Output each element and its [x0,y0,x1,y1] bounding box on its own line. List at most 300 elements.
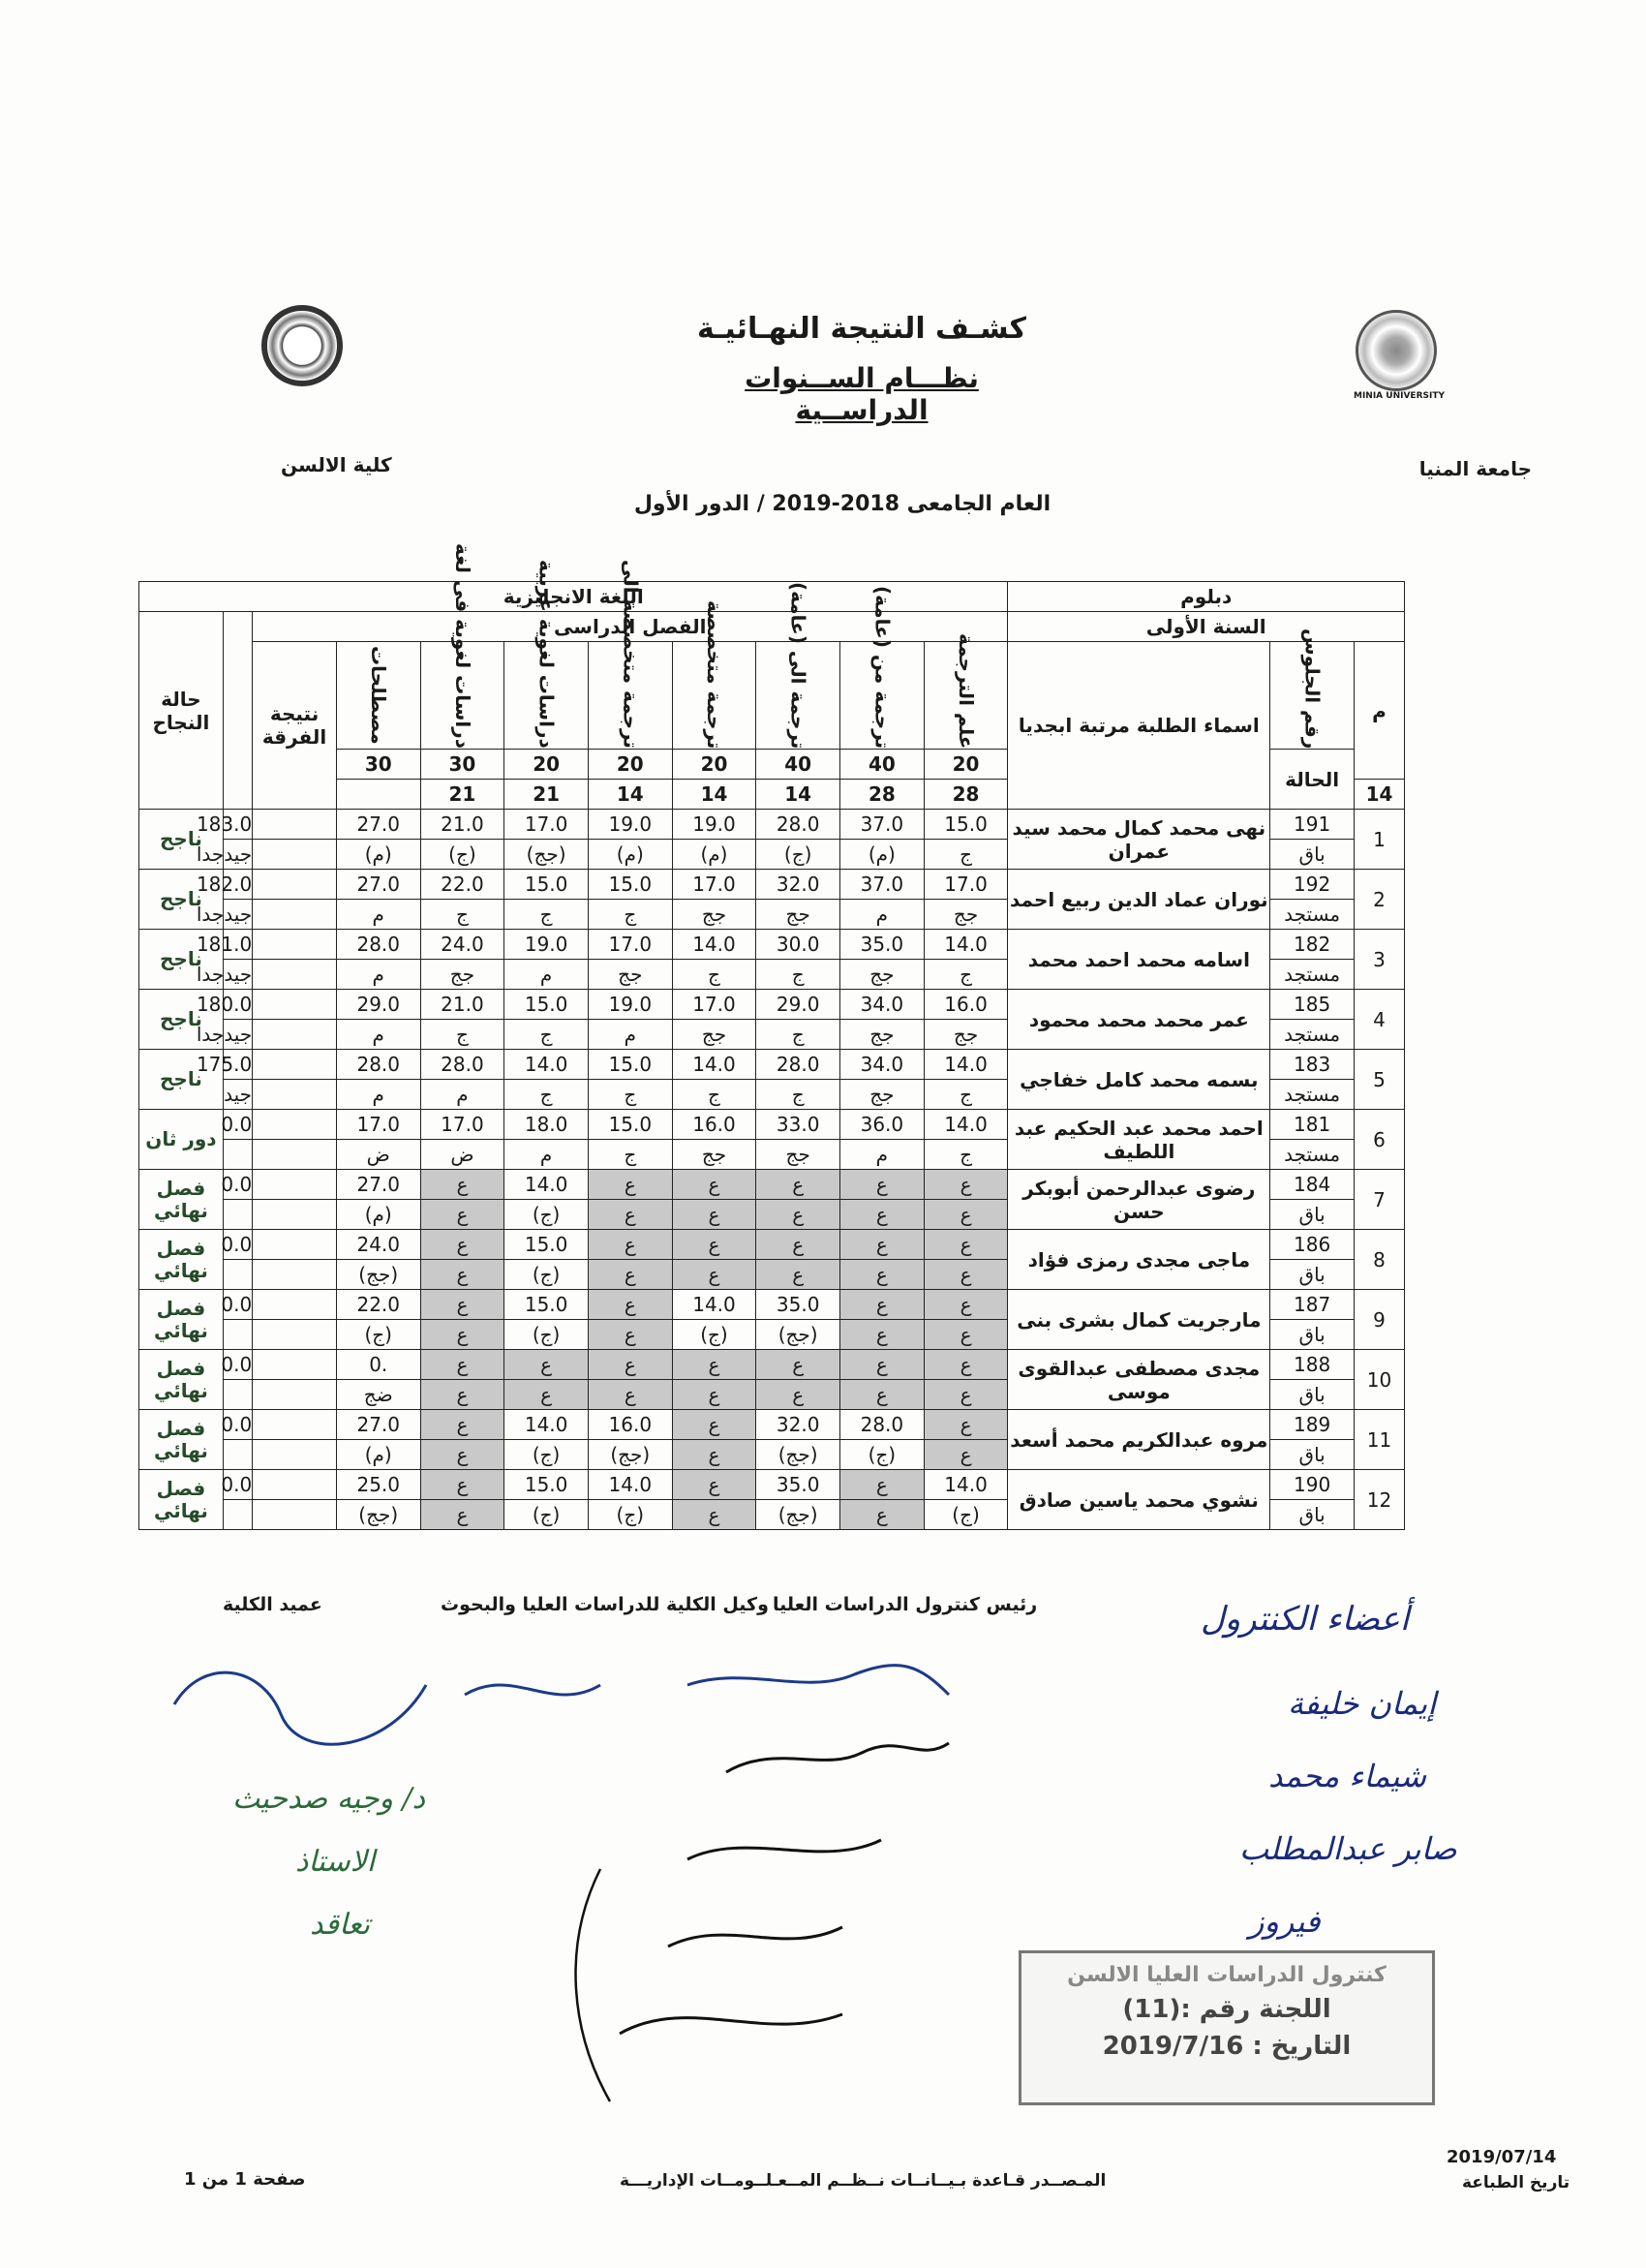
grade-cell: ع [924,1440,1008,1470]
print-date: 2019/07/14 [1447,2147,1557,2167]
score-cell: 14.0 [924,1110,1008,1140]
score-cell: 15.0 [504,1290,589,1320]
col-state-header: الحالة [1270,750,1355,810]
overall-grade: جيدجدا [223,960,252,990]
subject-min: 28 [840,780,925,810]
score-cell: 17.0 [336,1110,420,1140]
student-state: باق [1270,840,1355,870]
grade-cell: ع [672,1380,756,1410]
grade-cell: ج [924,1140,1008,1170]
blank-cell [253,1170,337,1200]
grade-cell: جج [420,960,504,990]
blank-cell [253,1110,337,1140]
grade-cell: م [840,1140,925,1170]
score-cell: ع [672,1170,756,1200]
grade-cell: جج [924,1020,1008,1050]
handwritten-signatures [145,1627,1075,2111]
grade-cell: ج [924,960,1008,990]
overall-grade: جيدجدا [223,900,252,930]
score-cell: 25.0 [336,1470,420,1500]
score-cell: ع [840,1230,925,1260]
grade-cell: ج [672,1080,756,1110]
grade-cell: (جج) [756,1440,840,1470]
score-cell: ع [420,1470,504,1500]
overall-grade: جيدجدا [223,840,252,870]
grade-cell: جج [924,900,1008,930]
table-row [139,1350,1405,1380]
blank-cell [253,1230,337,1260]
pass-status: ناجح [139,1050,224,1110]
grade-cell: ع [840,1380,925,1410]
total-score: 180.0 [223,990,252,1020]
score-cell: ع [672,1350,756,1380]
total-score: 181.0 [223,930,252,960]
score-cell: 17.0 [504,810,589,840]
score-cell: ع [840,1470,925,1500]
overall-grade: جيد [223,1080,252,1110]
control-head-label: رئيس كنترول الدراسات العليا [773,1594,1038,1615]
grade-cell: (م) [588,840,672,870]
student-name: عمر محمد محمد محمود [1008,990,1270,1050]
results-table [138,542,1405,1530]
student-state: مستجد [1270,1140,1355,1170]
score-cell: 14.0 [924,930,1008,960]
grade-cell: جج [672,1140,756,1170]
overall-grade [223,1260,252,1290]
grade-cell: (ج) [336,1320,420,1350]
subject-header: ترجمة من (عامة) [840,642,925,750]
pass-status: ناجح [139,990,224,1050]
table-row [139,870,1405,900]
total-score: 0.0 [223,1350,252,1380]
score-cell: 21.0 [420,990,504,1020]
score-cell: .0 [336,1350,420,1380]
student-state: مستجد [1270,900,1355,930]
grade-cell: ض [420,1140,504,1170]
grade-cell: (م) [672,840,756,870]
score-cell: ع [840,1290,925,1320]
grade-cell: ع [840,1200,925,1230]
table-row [139,930,1405,960]
blank-cell [253,810,337,840]
score-cell: 15.0 [504,1230,589,1260]
score-cell: ع [924,1410,1008,1440]
program-cell: دبلوم [1008,582,1405,612]
blank-cell [253,840,337,870]
score-cell: 18.0 [504,1110,589,1140]
grade-cell: ع [756,1200,840,1230]
grade-cell: ع [756,1260,840,1290]
score-cell: 29.0 [336,990,420,1020]
pass-status: ناجح [139,870,224,930]
score-cell: 14.0 [672,1290,756,1320]
blank-cell [253,930,337,960]
score-cell: 24.0 [420,930,504,960]
subject-min: 21 [420,780,504,810]
member-name-3: صابر عبدالمطلب [1239,1830,1457,1867]
faculty-name: كلية الالسن [281,453,392,476]
grade-cell: جج [672,1020,756,1050]
score-cell: ع [420,1350,504,1380]
score-cell: 24.0 [336,1230,420,1260]
total-score: 183.0 [223,810,252,840]
grade-cell: (ج) [504,1260,589,1290]
score-cell: 28.0 [336,1050,420,1080]
row-number: 10 [1354,1350,1404,1410]
grade-cell: م [336,960,420,990]
score-cell: ع [420,1290,504,1320]
seat-number: 187 [1270,1290,1355,1320]
score-cell: 27.0 [336,810,420,840]
blank-cell [253,1290,337,1320]
score-cell: 35.0 [756,1290,840,1320]
vice-dean-label: وكيل الكلية للدراسات العليا والبحوث [441,1594,769,1615]
pass-status: فصل نهائي [139,1290,224,1350]
score-cell: 17.0 [672,990,756,1020]
grade-cell: ج [756,1080,840,1110]
grade-cell: م [336,1080,420,1110]
grade-cell: م [588,1020,672,1050]
grade-cell: ج [924,1080,1008,1110]
grade-cell: ع [924,1200,1008,1230]
subject-min: 21 [504,780,589,810]
seat-number: 186 [1270,1230,1355,1260]
grade-cell: جج [840,1020,925,1050]
grade-cell: ع [420,1500,504,1530]
score-cell: 16.0 [588,1410,672,1440]
score-cell: 14.0 [588,1470,672,1500]
grade-cell: (ج) [504,1440,589,1470]
score-cell: ع [924,1290,1008,1320]
overall-grade [223,1200,252,1230]
subject-min: 14 [756,780,840,810]
score-cell: ع [756,1350,840,1380]
score-cell: ع [756,1170,840,1200]
table-row [139,1230,1405,1260]
score-cell: ع [924,1230,1008,1260]
page-title: كشـف النتيجة النهـائيـة [696,312,1027,346]
seat-number: 184 [1270,1170,1355,1200]
semester-cell: الفصل الدراسى [253,612,1008,642]
score-cell: 35.0 [840,930,925,960]
row-number: 12 [1354,1470,1404,1530]
total-score: 0.0 [223,1170,252,1200]
grade-cell: م [504,960,589,990]
blank-cell [253,990,337,1020]
grade-cell: ع [420,1440,504,1470]
blank-cell [253,1080,337,1110]
score-cell: ع [672,1410,756,1440]
grade-cell: ع [924,1320,1008,1350]
grade-cell: م [420,1080,504,1110]
score-cell: 27.0 [336,870,420,900]
subject-max: 20 [924,750,1008,780]
score-cell: 29.0 [756,990,840,1020]
subject-max: 30 [420,750,504,780]
score-cell: 36.0 [840,1110,925,1140]
table-row [139,1110,1405,1140]
university-logo [1356,310,1437,391]
language-cell: اللغة الانجليزية [139,582,1008,612]
total-score: 0.0 [223,1410,252,1440]
seat-number: 182 [1270,930,1355,960]
score-cell: 14.0 [504,1410,589,1440]
overall-grade [223,1500,252,1530]
grade-cell: (جج) [756,1500,840,1530]
subject-header: ترجمة متخصصة الى [588,642,672,750]
blank-cell [253,1440,337,1470]
blank-cell [253,1320,337,1350]
grade-cell: م [336,900,420,930]
pass-status: فصل نهائي [139,1230,224,1290]
page-subtitle: نظـــام الســنوات الدراســية [745,362,979,426]
grade-cell: (ج) [504,1320,589,1350]
member-name-2: شيماء محمد [1268,1758,1427,1794]
student-state: باق [1270,1440,1355,1470]
subject-max: 30 [336,750,420,780]
grade-cell: (م) [336,1440,420,1470]
total-score: 0.0 [223,1290,252,1320]
score-cell: 17.0 [420,1110,504,1140]
grade-cell: (ج) [840,1440,925,1470]
grade-cell: م [504,1140,589,1170]
blank-cell [253,870,337,900]
grade-cell: ع [672,1200,756,1230]
score-cell: 22.0 [420,870,504,900]
grade-cell: ع [672,1500,756,1530]
year-cell: السنة الأولى [1008,612,1405,642]
score-cell: 28.0 [756,810,840,840]
pass-status: فصل نهائي [139,1410,224,1470]
blank-cell [253,900,337,930]
pass-status: ناجح [139,810,224,870]
control-members-label: أعضاء الكنترول [1201,1600,1410,1639]
data-source: المـصــدر قـاعدة بـيــانــات نــظــم المــعـلــومــات الإداريـــة [620,2171,1107,2191]
score-cell: ع [840,1350,925,1380]
subject-header: مصطلحات [336,642,420,750]
grade-cell: ع [924,1260,1008,1290]
row-number: 11 [1354,1410,1404,1470]
score-cell: 27.0 [336,1410,420,1440]
score-cell: 33.0 [756,1110,840,1140]
score-cell: ع [588,1290,672,1320]
grade-cell: ع [672,1260,756,1290]
seat-number: 189 [1270,1410,1355,1440]
row-number: 3 [1354,930,1404,990]
subject-max: 20 [672,750,756,780]
grade-cell: ج [588,900,672,930]
left-note-3: تعاقد [310,1908,371,1942]
grade-cell: (م) [840,840,925,870]
grade-cell: م [840,900,925,930]
grade-cell: ع [840,1260,925,1290]
grade-cell: (ج) [420,840,504,870]
student-name: ماجى مجدى رمزى فؤاد [1008,1230,1270,1290]
grade-cell: (جج) [504,840,589,870]
grade-cell: (جج) [336,1500,420,1530]
score-cell: 15.0 [504,870,589,900]
member-name-1: إيمان خليفة [1288,1685,1437,1722]
score-cell: ع [588,1170,672,1200]
grade-cell: ضج [336,1380,420,1410]
seat-number: 183 [1270,1050,1355,1080]
subject-header: علم الترجمة [924,642,1008,750]
blank-col [223,612,252,810]
score-cell: 32.0 [756,870,840,900]
blank-cell [253,1050,337,1080]
overall-grade [223,1320,252,1350]
grade-cell: (م) [336,1200,420,1230]
overall-grade: جيدجدا [223,1020,252,1050]
grade-cell: (ج) [672,1320,756,1350]
total-header: نتيجة الفرقة [253,642,337,810]
table-row [139,990,1405,1020]
subject-header: ترجمة الى (عامة) [756,642,840,750]
grade-cell: جج [756,900,840,930]
score-cell: 14.0 [504,1050,589,1080]
score-cell: 14.0 [504,1170,589,1200]
score-cell: 34.0 [840,1050,925,1080]
grade-cell: (ج) [588,1500,672,1530]
member-name-4: فيروز [1249,1903,1321,1940]
score-cell: 15.0 [588,1110,672,1140]
score-cell: ع [420,1170,504,1200]
table-row [139,1290,1405,1320]
score-cell: ع [924,1170,1008,1200]
grade-cell: ج [420,900,504,930]
grade-cell: ع [420,1260,504,1290]
seat-number: 185 [1270,990,1355,1020]
official-stamp [1019,1950,1435,2105]
grade-cell: ج [924,840,1008,870]
score-cell: 28.0 [756,1050,840,1080]
pass-status: فصل نهائي [139,1170,224,1230]
grade-cell: ع [924,1380,1008,1410]
grade-cell: ع [672,1440,756,1470]
subject-header: دراسات لغوية فى لغة [420,642,504,750]
seat-number: 190 [1270,1470,1355,1500]
blank-cell [253,1020,337,1050]
subject-max: 40 [840,750,925,780]
university-logo-caption: MINIA UNIVERSITY [1353,391,1445,401]
blank-cell [253,960,337,990]
subject-header: دراسات لغوية عربية [504,642,589,750]
grade-cell: م [336,1020,420,1050]
grade-cell: جج [840,1080,925,1110]
score-cell: 35.0 [756,1470,840,1500]
grade-cell: جج [672,900,756,930]
total-score: 0.0 [223,1470,252,1500]
grade-cell: جج [588,960,672,990]
student-name: نهى محمد كمال محمد سيد عمران [1008,810,1270,870]
stamp-line-1: كنترول الدراسات العليا الالسن [1067,1963,1387,1987]
grade-cell: (ج) [756,840,840,870]
score-cell: 14.0 [672,930,756,960]
blank-cell [253,1260,337,1290]
student-name: نشوي محمد ياسين صادق [1008,1470,1270,1530]
grade-cell: (جج) [756,1320,840,1350]
col-no-header: م [1354,642,1404,780]
total-score: 182.0 [223,870,252,900]
score-cell: 15.0 [588,870,672,900]
blank-cell [253,1470,337,1500]
score-cell: 22.0 [336,1290,420,1320]
score-cell: ع [588,1350,672,1380]
score-cell: 15.0 [504,1470,589,1500]
student-state: مستجد [1270,960,1355,990]
student-name: مروه عبدالكريم محمد أسعد [1008,1410,1270,1470]
seat-number: 188 [1270,1350,1355,1380]
score-cell: 37.0 [840,810,925,840]
subject-max: 20 [588,750,672,780]
student-name: احمد محمد عبد الحكيم عبد اللطيف [1008,1110,1270,1170]
student-name: اسامه محمد احمد محمد [1008,930,1270,990]
overall-grade [223,1140,252,1170]
faculty-logo [261,305,343,386]
seat-number: 191 [1270,810,1355,840]
grade-cell: ج [672,960,756,990]
row-number: 4 [1354,990,1404,1050]
pass-status: دور ثان [139,1110,224,1170]
score-cell: ع [924,1350,1008,1380]
score-cell: 28.0 [840,1410,925,1440]
subject-max: 20 [504,750,589,780]
student-state: مستجد [1270,1080,1355,1110]
score-cell: 19.0 [672,810,756,840]
grade-cell: ج [504,1020,589,1050]
grade-cell: (ج) [504,1200,589,1230]
blank-cell [253,1380,337,1410]
grade-cell: ع [840,1320,925,1350]
score-cell: 15.0 [504,990,589,1020]
score-cell: 28.0 [420,1050,504,1080]
table-row [139,1050,1405,1080]
grade-cell: جج [840,960,925,990]
grade-cell: ض [336,1140,420,1170]
row-number: 5 [1354,1050,1404,1110]
total-score: 0.0 [223,1230,252,1260]
subject-min: 14 [588,780,672,810]
score-cell: ع [840,1170,925,1200]
score-cell: ع [672,1470,756,1500]
student-state: باق [1270,1200,1355,1230]
score-cell: 19.0 [588,810,672,840]
subject-min: 28 [924,780,1008,810]
row-number: 7 [1354,1170,1404,1230]
score-cell: ع [672,1230,756,1260]
grade-cell: ع [588,1320,672,1350]
blank-cell [253,1200,337,1230]
score-cell: 17.0 [672,870,756,900]
overall-grade [223,1440,252,1470]
score-cell: ع [420,1230,504,1260]
score-cell: 14.0 [924,1050,1008,1080]
score-cell: ع [504,1350,589,1380]
grade-cell: ج [756,1020,840,1050]
total-score: 0.0 [223,1110,252,1140]
grade-cell: (جج) [336,1260,420,1290]
pass-status: فصل نهائي [139,1470,224,1530]
subject-min: 14 [672,780,756,810]
student-state: باق [1270,1260,1355,1290]
score-cell: 17.0 [924,870,1008,900]
score-cell: 19.0 [588,990,672,1020]
blank-cell [253,1350,337,1380]
score-cell: 30.0 [756,930,840,960]
col-names-header: اسماء الطلبة مرتبة ابجديا [1008,642,1270,810]
grade-cell: ع [840,1500,925,1530]
score-cell: 37.0 [840,870,925,900]
